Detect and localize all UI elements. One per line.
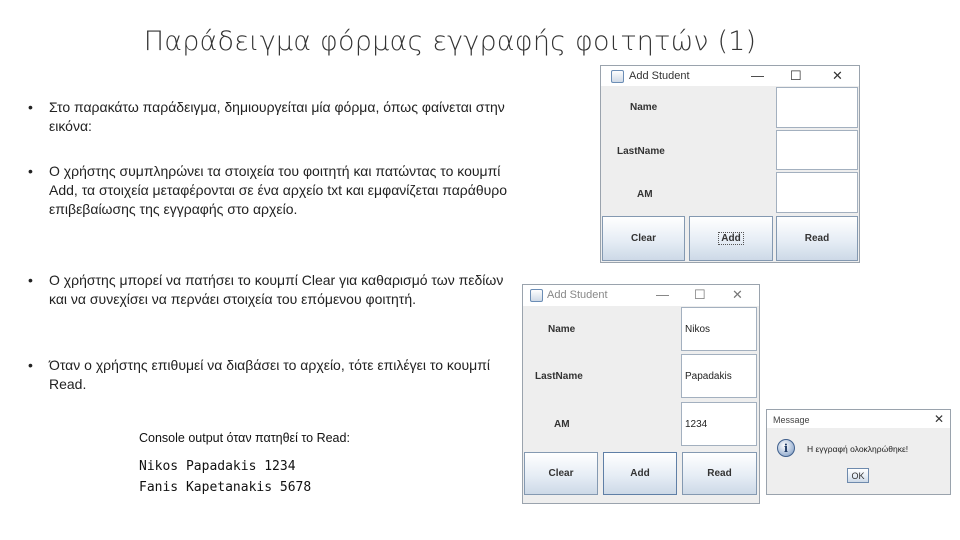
lastname-label: LastName	[535, 371, 583, 382]
add-button-label: Add	[630, 468, 650, 479]
console-line: Fanis Kapetanakis 5678	[139, 480, 312, 495]
add-button-label: Add	[718, 232, 743, 245]
close-icon[interactable]: ✕	[732, 287, 743, 302]
close-icon[interactable]: ✕	[934, 412, 945, 426]
window-titlebar[interactable]	[601, 66, 859, 86]
java-app-icon	[611, 70, 624, 83]
am-field[interactable]	[776, 172, 858, 213]
read-button[interactable]	[682, 452, 757, 495]
name-label: Name	[548, 324, 576, 335]
bullet-marker: •	[28, 163, 33, 179]
window-title: Add Student	[629, 70, 690, 82]
clear-button[interactable]	[524, 452, 598, 495]
bullet-text: Όταν ο χρήστης επιθυμεί να διαβάσει το αρχείο, τότε επιλέγει το κουμπί Read.	[49, 357, 491, 392]
add-button[interactable]	[689, 216, 773, 261]
am-label: AM	[554, 419, 570, 430]
java-app-icon	[530, 289, 543, 302]
dialog-message: Η εγγραφή ολοκληρώθηκε!	[807, 444, 909, 454]
name-label: Name	[630, 102, 658, 113]
ok-button-label: OK	[851, 470, 865, 481]
clear-button-label: Clear	[630, 233, 656, 244]
clear-button[interactable]	[602, 216, 685, 261]
bullet-text: Ο χρήστης μπορεί να πατήσει το κουμπί Clear για καθαρισμό των πεδίων και να συνεχίσει να περνάει στοιχεία του επόμενου φοιτητή.	[49, 272, 504, 307]
minimize-icon[interactable]: —	[656, 287, 669, 302]
bullet-marker: •	[28, 272, 33, 288]
lastname-field[interactable]	[776, 130, 858, 170]
minimize-icon[interactable]: —	[751, 68, 764, 83]
add-student-window-filled	[523, 285, 759, 503]
read-button-label: Read	[804, 233, 830, 244]
ok-button[interactable]	[847, 468, 869, 483]
bullet-marker: •	[28, 357, 33, 373]
window-title: Add Student	[547, 289, 608, 301]
console-line: Nikos Papadakis 1234	[139, 459, 296, 474]
name-field[interactable]	[776, 87, 858, 128]
console-output-label: Console output όταν πατηθεί το Read:	[139, 431, 350, 445]
slide-title: Παράδειγμα φόρμας εγγραφής φοιτητών (1)	[143, 26, 757, 57]
add-student-window-empty	[601, 66, 859, 262]
bullet-marker: •	[28, 99, 33, 115]
read-button-label: Read	[707, 468, 732, 479]
read-button[interactable]	[776, 216, 858, 261]
maximize-icon[interactable]: ☐	[694, 287, 706, 302]
dialog-titlebar[interactable]	[767, 410, 950, 428]
bullet-text: Ο χρήστης συμπληρώνει τα στοιχεία του φοιτητή και πατώντας το κουμπί Add, τα στοιχεία μεταφέρονται σε ένα αρχείο txt και εμφανίζεται παράθυρο επιβεβαίωσης της εγγραφής στο αρχείο.	[49, 163, 508, 217]
dialog-title: Message	[773, 415, 810, 425]
name-field[interactable]: Nikos	[681, 307, 757, 351]
window-titlebar[interactable]	[523, 285, 759, 306]
clear-button-label: Clear	[548, 468, 574, 479]
close-icon[interactable]: ✕	[832, 68, 843, 83]
lastname-label: LastName	[617, 146, 665, 157]
bullet-text: Στο παρακάτω παράδειγμα, δημιουργείται μία φόρμα, όπως φαίνεται στην εικόνα:	[49, 99, 505, 134]
am-label: AM	[637, 189, 653, 200]
maximize-icon[interactable]: ☐	[790, 68, 802, 83]
console-output	[139, 456, 311, 498]
am-field[interactable]: 1234	[681, 402, 757, 446]
info-icon-glyph: i	[783, 441, 789, 455]
lastname-field[interactable]: Papadakis	[681, 354, 757, 398]
add-button[interactable]	[603, 452, 677, 495]
message-dialog	[767, 410, 950, 494]
info-icon	[777, 439, 795, 457]
